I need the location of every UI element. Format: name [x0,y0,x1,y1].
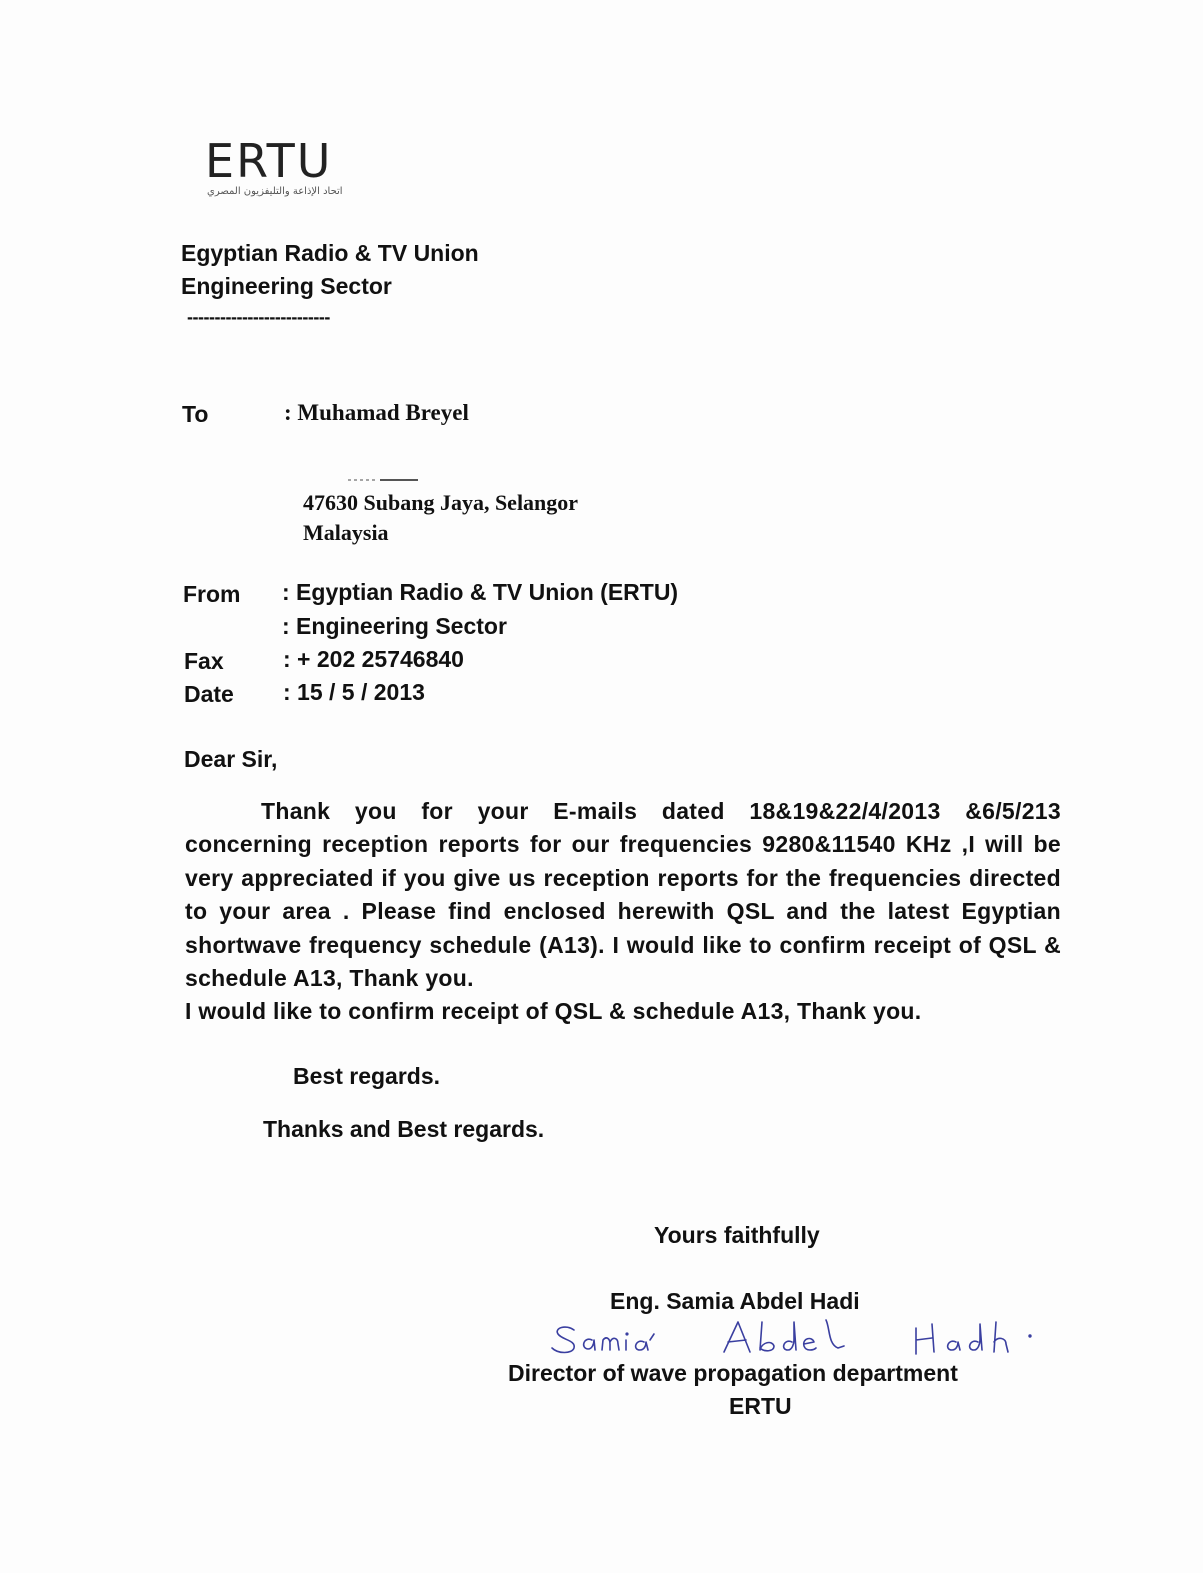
address-line-2: Malaysia [303,520,389,545]
to-label: To [182,401,209,427]
from-label: From [183,581,241,607]
salutation: Dear Sir, [184,746,278,772]
letter-body [185,795,1061,1029]
ertu-logo [205,134,365,202]
body-paragraph: Thank you for your E-mails dated 18&19&22/4/2013 &6/5/213 concerning reception reports for our frequencies 9280&11540 KHz ,I will be very appreciated if you give us reception reports for the frequencies directed to your area . Please find enclosed herewith QSL and the latest Egyptian shortwave frequency schedule (A13). I would like to confirm receipt of QSL & schedule A13, Thank you. [185,798,1061,992]
redaction-mark [300,478,420,482]
header-sector: Engineering Sector [181,273,392,299]
from-value-1: : Egyptian Radio & TV Union (ERTU) [282,579,679,605]
signer-org: ERTU [729,1393,792,1419]
yours-faithfully: Yours faithfully [654,1222,820,1248]
body-repeat-line: I would like to confirm receipt of QSL & schedule A13, Thank you. [185,998,922,1025]
date-label: Date [184,681,234,707]
handwritten-signature [548,1314,1038,1364]
closing-thanks: Thanks and Best regards. [263,1116,545,1142]
date-value: : 15 / 5 / 2013 [283,679,425,705]
signer-name: Eng. Samia Abdel Hadi [610,1288,860,1314]
fax-value: : + 202 25746840 [283,646,464,672]
signer-title: Director of wave propagation department [508,1360,958,1386]
closing-best-regards: Best regards. [293,1063,441,1089]
logo-subtitle: اتحاد الإذاعة والتليفزيون المصري [207,186,343,197]
address-line-1: 47630 Subang Jaya, Selangor [303,490,579,515]
to-value: : Muhamad Breyel [284,400,469,425]
fax-label: Fax [184,648,224,674]
logo-text: ERTU [205,134,333,188]
header-org: Egyptian Radio & TV Union [181,240,479,266]
from-value-2: : Engineering Sector [282,613,507,639]
header-divider: -------------------------- [187,307,330,327]
